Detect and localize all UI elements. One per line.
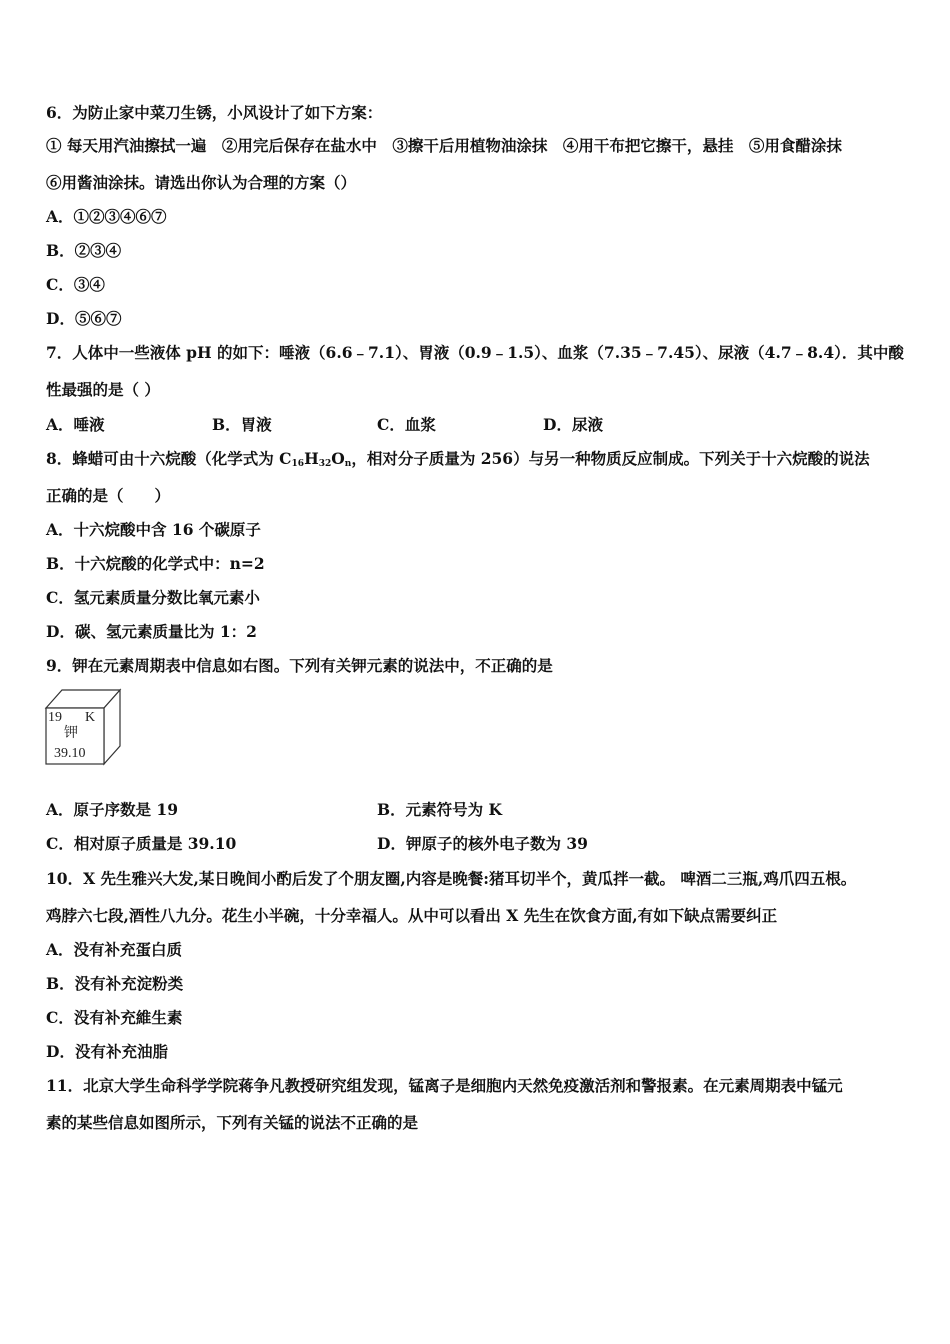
q9-choice-d[interactable]: D．钾原子的核外电子数为 39 (377, 834, 588, 853)
q8-stem-part: 8．蜂蜡可由十六烷酸（化学式为 C (46, 449, 292, 468)
q8-stem-part: ，相对分子质量为 256）与另一种物质反应制成。下列关于十六烷酸的说法 (351, 449, 870, 468)
q9-stem: 9．钾在元素周期表中信息如右图。下列有关钾元素的说法中，不正确的是 (46, 656, 553, 675)
q10-choice-d[interactable]: D．没有补充油脂 (46, 1042, 168, 1061)
q6-choice-b[interactable]: B．②③④ (46, 241, 122, 260)
q7-choice-a[interactable]: A．唾液 (46, 415, 105, 434)
q10-choice-b[interactable]: B．没有补充淀粉类 (46, 974, 184, 993)
q8-sub-h: 32 (318, 459, 332, 469)
q6-stem: 6．为防止家中菜刀生锈，小风设计了如下方案： (46, 103, 383, 122)
q8-sub-c: 16 (291, 459, 305, 469)
q6-options-line-2: ⑥用酱油涂抹。请选出你认为合理的方案（） (46, 173, 357, 192)
q8-stem-part: H (304, 449, 319, 468)
q8-stem-part: O (331, 449, 345, 468)
q8-choice-d[interactable]: D．碳、氢元素质量比为 1：2 (46, 622, 257, 641)
q10-choice-a[interactable]: A．没有补充蛋白质 (46, 940, 183, 959)
q9-choice-a[interactable]: A．原子序数是 19 (46, 800, 178, 819)
q9-choice-c[interactable]: C．相对原子质量是 39.10 (46, 834, 237, 853)
q10-choice-c[interactable]: C．没有补充維生素 (46, 1008, 183, 1027)
element-symbol: K (85, 710, 96, 725)
q7-choice-c[interactable]: C．血浆 (377, 415, 436, 434)
q7-choice-d[interactable]: D．尿液 (543, 415, 603, 434)
q7-choice-b[interactable]: B．胃液 (212, 415, 272, 434)
q11-stem: 11．北京大学生命科学学院蒋争凡教授研究组发现，锰离子是细胞内天然免疫激活剂和警报素。在元素周期表中锰元 (46, 1076, 843, 1095)
q7-stem: 7．人体中一些液体 pH 的如下：唾液（6.6﹣7.1）、胃液（0.9﹣1.5）、血浆（7.35﹣7.45）、尿液（4.7﹣8.4）．其中酸 (46, 343, 904, 362)
q11-stem-2: 素的某些信息如图所示，下列有关锰的说法不正确的是 (46, 1113, 419, 1132)
q8-stem-2: 正确的是（ ） (46, 486, 171, 505)
q6-choice-d[interactable]: D．⑤⑥⑦ (46, 309, 122, 328)
q6-choice-a[interactable]: A．①②③④⑥⑦ (46, 207, 167, 226)
q10-stem-2: 鸡脖六七段,酒性八九分。花生小半碗，十分幸福人。从中可以看出 X 先生在饮食方面,有如下缺点需要纠正 (46, 906, 778, 925)
element-mass: 39.10 (54, 746, 86, 761)
q8-sub-o: n (344, 459, 352, 469)
element-number: 19 (48, 710, 62, 725)
q9-choice-b[interactable]: B．元素符号为 K (377, 800, 502, 819)
q6-choice-c[interactable]: C．③④ (46, 275, 105, 294)
q8-choice-c[interactable]: C．氢元素质量分数比氧元素小 (46, 588, 260, 607)
q8-choice-b[interactable]: B．十六烷酸的化学式中：n=2 (46, 554, 265, 573)
q7-stem-2: 性最强的是（ ） (46, 380, 160, 399)
q6-options-line: ① 每天用汽油擦拭一遍 ②用完后保存在盐水中 ③擦干后用植物油涂抹 ④用干布把它擦干，悬挂 ⑤用食醋涂抹 (46, 136, 842, 155)
element-name: 钾 (64, 726, 78, 741)
q8-stem (46, 449, 870, 469)
element-tile-potassium (44, 688, 124, 768)
q8-choice-a[interactable]: A．十六烷酸中含 16 个碳原子 (46, 520, 261, 539)
q10-stem: 10．X 先生雅兴大发,某日晚间小酌后发了个朋友圈,内容是晚餐:猪耳切半个，黄瓜拌一截。 啤酒二三瓶,鸡爪四五根。 (46, 869, 857, 888)
